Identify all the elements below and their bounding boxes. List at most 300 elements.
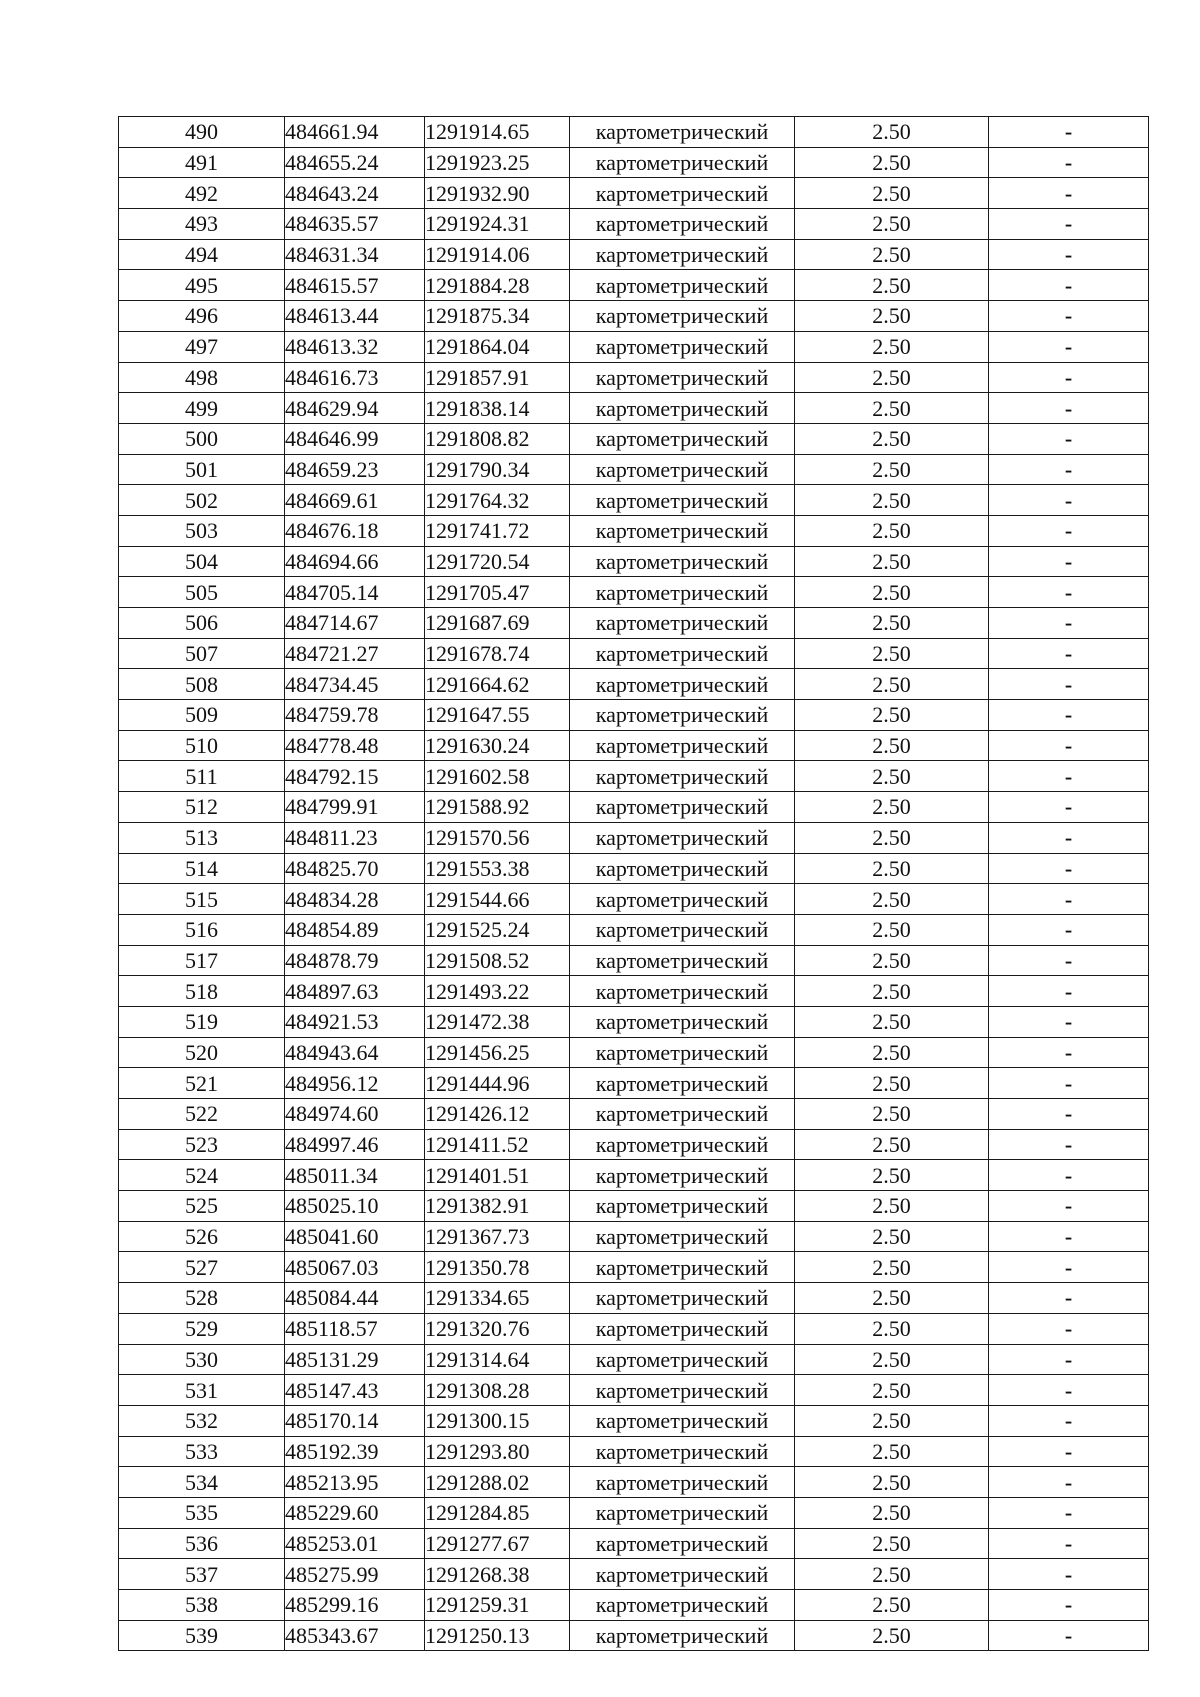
point-number-cell: 536 bbox=[119, 1528, 285, 1559]
point-number-cell: 505 bbox=[119, 577, 285, 608]
note-cell: - bbox=[989, 1252, 1149, 1283]
y-coordinate-cell: 1291350.78 bbox=[425, 1252, 570, 1283]
table-row bbox=[119, 976, 1149, 1007]
note-cell: - bbox=[989, 914, 1149, 945]
accuracy-cell: 2.50 bbox=[795, 730, 989, 761]
accuracy-cell: 2.50 bbox=[795, 454, 989, 485]
coordinates-table bbox=[118, 116, 1149, 1651]
accuracy-cell: 2.50 bbox=[795, 822, 989, 853]
method-cell: картометрический bbox=[570, 1405, 795, 1436]
x-coordinate-cell: 484694.66 bbox=[285, 546, 425, 577]
y-coordinate-cell: 1291602.58 bbox=[425, 761, 570, 792]
y-coordinate-cell: 1291664.62 bbox=[425, 669, 570, 700]
method-cell: картометрический bbox=[570, 669, 795, 700]
point-number-cell: 520 bbox=[119, 1037, 285, 1068]
x-coordinate-cell: 484778.48 bbox=[285, 730, 425, 761]
point-number-cell: 532 bbox=[119, 1405, 285, 1436]
accuracy-cell: 2.50 bbox=[795, 1283, 989, 1314]
note-cell: - bbox=[989, 1160, 1149, 1191]
note-cell: - bbox=[989, 270, 1149, 301]
method-cell: картометрический bbox=[570, 1191, 795, 1222]
y-coordinate-cell: 1291444.96 bbox=[425, 1068, 570, 1099]
method-cell: картометрический bbox=[570, 945, 795, 976]
table-row bbox=[119, 1191, 1149, 1222]
y-coordinate-cell: 1291720.54 bbox=[425, 546, 570, 577]
point-number-cell: 495 bbox=[119, 270, 285, 301]
accuracy-cell: 2.50 bbox=[795, 1160, 989, 1191]
method-cell: картометрический bbox=[570, 1620, 795, 1651]
accuracy-cell: 2.50 bbox=[795, 1037, 989, 1068]
x-coordinate-cell: 484643.24 bbox=[285, 178, 425, 209]
y-coordinate-cell: 1291314.64 bbox=[425, 1344, 570, 1375]
y-coordinate-cell: 1291544.66 bbox=[425, 884, 570, 915]
x-coordinate-cell: 485118.57 bbox=[285, 1313, 425, 1344]
method-cell: картометрический bbox=[570, 1528, 795, 1559]
x-coordinate-cell: 484792.15 bbox=[285, 761, 425, 792]
method-cell: картометрический bbox=[570, 393, 795, 424]
y-coordinate-cell: 1291411.52 bbox=[425, 1129, 570, 1160]
note-cell: - bbox=[989, 853, 1149, 884]
y-coordinate-cell: 1291277.67 bbox=[425, 1528, 570, 1559]
x-coordinate-cell: 485253.01 bbox=[285, 1528, 425, 1559]
method-cell: картометрический bbox=[570, 761, 795, 792]
x-coordinate-cell: 484721.27 bbox=[285, 638, 425, 669]
accuracy-cell: 2.50 bbox=[795, 117, 989, 148]
note-cell: - bbox=[989, 884, 1149, 915]
accuracy-cell: 2.50 bbox=[795, 1559, 989, 1590]
table-row bbox=[119, 1252, 1149, 1283]
x-coordinate-cell: 485343.67 bbox=[285, 1620, 425, 1651]
y-coordinate-cell: 1291367.73 bbox=[425, 1221, 570, 1252]
x-coordinate-cell: 484943.64 bbox=[285, 1037, 425, 1068]
method-cell: картометрический bbox=[570, 1283, 795, 1314]
accuracy-cell: 2.50 bbox=[795, 945, 989, 976]
accuracy-cell: 2.50 bbox=[795, 546, 989, 577]
point-number-cell: 498 bbox=[119, 362, 285, 393]
table-row bbox=[119, 485, 1149, 516]
y-coordinate-cell: 1291687.69 bbox=[425, 608, 570, 639]
x-coordinate-cell: 484635.57 bbox=[285, 209, 425, 240]
y-coordinate-cell: 1291426.12 bbox=[425, 1099, 570, 1130]
method-cell: картометрический bbox=[570, 1559, 795, 1590]
accuracy-cell: 2.50 bbox=[795, 1344, 989, 1375]
accuracy-cell: 2.50 bbox=[795, 331, 989, 362]
y-coordinate-cell: 1291300.15 bbox=[425, 1405, 570, 1436]
accuracy-cell: 2.50 bbox=[795, 209, 989, 240]
point-number-cell: 509 bbox=[119, 700, 285, 731]
y-coordinate-cell: 1291857.91 bbox=[425, 362, 570, 393]
method-cell: картометрический bbox=[570, 608, 795, 639]
accuracy-cell: 2.50 bbox=[795, 301, 989, 332]
table-row bbox=[119, 1375, 1149, 1406]
method-cell: картометрический bbox=[570, 1037, 795, 1068]
note-cell: - bbox=[989, 608, 1149, 639]
x-coordinate-cell: 484878.79 bbox=[285, 945, 425, 976]
note-cell: - bbox=[989, 1375, 1149, 1406]
note-cell: - bbox=[989, 147, 1149, 178]
x-coordinate-cell: 484659.23 bbox=[285, 454, 425, 485]
note-cell: - bbox=[989, 423, 1149, 454]
table-row bbox=[119, 147, 1149, 178]
y-coordinate-cell: 1291250.13 bbox=[425, 1620, 570, 1651]
method-cell: картометрический bbox=[570, 1099, 795, 1130]
accuracy-cell: 2.50 bbox=[795, 178, 989, 209]
method-cell: картометрический bbox=[570, 1006, 795, 1037]
table-row bbox=[119, 884, 1149, 915]
method-cell: картометрический bbox=[570, 117, 795, 148]
point-number-cell: 517 bbox=[119, 945, 285, 976]
y-coordinate-cell: 1291884.28 bbox=[425, 270, 570, 301]
method-cell: картометрический bbox=[570, 301, 795, 332]
note-cell: - bbox=[989, 1405, 1149, 1436]
y-coordinate-cell: 1291924.31 bbox=[425, 209, 570, 240]
table-row bbox=[119, 1283, 1149, 1314]
table-row bbox=[119, 853, 1149, 884]
accuracy-cell: 2.50 bbox=[795, 976, 989, 1007]
point-number-cell: 530 bbox=[119, 1344, 285, 1375]
method-cell: картометрический bbox=[570, 1313, 795, 1344]
table-row bbox=[119, 945, 1149, 976]
y-coordinate-cell: 1291382.91 bbox=[425, 1191, 570, 1222]
y-coordinate-cell: 1291308.28 bbox=[425, 1375, 570, 1406]
accuracy-cell: 2.50 bbox=[795, 577, 989, 608]
method-cell: картометрический bbox=[570, 362, 795, 393]
note-cell: - bbox=[989, 1528, 1149, 1559]
method-cell: картометрический bbox=[570, 792, 795, 823]
accuracy-cell: 2.50 bbox=[795, 515, 989, 546]
accuracy-cell: 2.50 bbox=[795, 1590, 989, 1621]
accuracy-cell: 2.50 bbox=[795, 1252, 989, 1283]
accuracy-cell: 2.50 bbox=[795, 761, 989, 792]
accuracy-cell: 2.50 bbox=[795, 362, 989, 393]
method-cell: картометрический bbox=[570, 884, 795, 915]
y-coordinate-cell: 1291456.25 bbox=[425, 1037, 570, 1068]
x-coordinate-cell: 485025.10 bbox=[285, 1191, 425, 1222]
table-row bbox=[119, 301, 1149, 332]
point-number-cell: 516 bbox=[119, 914, 285, 945]
table-row bbox=[119, 515, 1149, 546]
point-number-cell: 501 bbox=[119, 454, 285, 485]
method-cell: картометрический bbox=[570, 638, 795, 669]
point-number-cell: 497 bbox=[119, 331, 285, 362]
table-row bbox=[119, 178, 1149, 209]
note-cell: - bbox=[989, 454, 1149, 485]
point-number-cell: 538 bbox=[119, 1590, 285, 1621]
y-coordinate-cell: 1291472.38 bbox=[425, 1006, 570, 1037]
method-cell: картометрический bbox=[570, 454, 795, 485]
note-cell: - bbox=[989, 1559, 1149, 1590]
x-coordinate-cell: 484956.12 bbox=[285, 1068, 425, 1099]
point-number-cell: 535 bbox=[119, 1497, 285, 1528]
y-coordinate-cell: 1291334.65 bbox=[425, 1283, 570, 1314]
note-cell: - bbox=[989, 1497, 1149, 1528]
y-coordinate-cell: 1291259.31 bbox=[425, 1590, 570, 1621]
table-row bbox=[119, 117, 1149, 148]
note-cell: - bbox=[989, 239, 1149, 270]
accuracy-cell: 2.50 bbox=[795, 1528, 989, 1559]
note-cell: - bbox=[989, 178, 1149, 209]
table-row bbox=[119, 1528, 1149, 1559]
point-number-cell: 507 bbox=[119, 638, 285, 669]
point-number-cell: 500 bbox=[119, 423, 285, 454]
table-row bbox=[119, 669, 1149, 700]
y-coordinate-cell: 1291320.76 bbox=[425, 1313, 570, 1344]
table-row bbox=[119, 1344, 1149, 1375]
x-coordinate-cell: 484854.89 bbox=[285, 914, 425, 945]
note-cell: - bbox=[989, 792, 1149, 823]
note-cell: - bbox=[989, 1467, 1149, 1498]
accuracy-cell: 2.50 bbox=[795, 1405, 989, 1436]
x-coordinate-cell: 484734.45 bbox=[285, 669, 425, 700]
method-cell: картометрический bbox=[570, 1344, 795, 1375]
accuracy-cell: 2.50 bbox=[795, 608, 989, 639]
table-row bbox=[119, 1068, 1149, 1099]
point-number-cell: 515 bbox=[119, 884, 285, 915]
point-number-cell: 512 bbox=[119, 792, 285, 823]
point-number-cell: 493 bbox=[119, 209, 285, 240]
y-coordinate-cell: 1291838.14 bbox=[425, 393, 570, 424]
accuracy-cell: 2.50 bbox=[795, 914, 989, 945]
accuracy-cell: 2.50 bbox=[795, 853, 989, 884]
table-row bbox=[119, 1099, 1149, 1130]
method-cell: картометрический bbox=[570, 1160, 795, 1191]
point-number-cell: 528 bbox=[119, 1283, 285, 1314]
point-number-cell: 529 bbox=[119, 1313, 285, 1344]
y-coordinate-cell: 1291808.82 bbox=[425, 423, 570, 454]
note-cell: - bbox=[989, 1221, 1149, 1252]
accuracy-cell: 2.50 bbox=[795, 1099, 989, 1130]
y-coordinate-cell: 1291790.34 bbox=[425, 454, 570, 485]
note-cell: - bbox=[989, 1283, 1149, 1314]
accuracy-cell: 2.50 bbox=[795, 423, 989, 454]
table-row bbox=[119, 1006, 1149, 1037]
note-cell: - bbox=[989, 945, 1149, 976]
accuracy-cell: 2.50 bbox=[795, 1620, 989, 1651]
note-cell: - bbox=[989, 1620, 1149, 1651]
method-cell: картометрический bbox=[570, 331, 795, 362]
method-cell: картометрический bbox=[570, 1497, 795, 1528]
note-cell: - bbox=[989, 1344, 1149, 1375]
point-number-cell: 513 bbox=[119, 822, 285, 853]
x-coordinate-cell: 484646.99 bbox=[285, 423, 425, 454]
accuracy-cell: 2.50 bbox=[795, 485, 989, 516]
point-number-cell: 494 bbox=[119, 239, 285, 270]
accuracy-cell: 2.50 bbox=[795, 1191, 989, 1222]
accuracy-cell: 2.50 bbox=[795, 1068, 989, 1099]
x-coordinate-cell: 485084.44 bbox=[285, 1283, 425, 1314]
x-coordinate-cell: 485147.43 bbox=[285, 1375, 425, 1406]
y-coordinate-cell: 1291932.90 bbox=[425, 178, 570, 209]
table-row bbox=[119, 1497, 1149, 1528]
method-cell: картометрический bbox=[570, 423, 795, 454]
x-coordinate-cell: 484705.14 bbox=[285, 577, 425, 608]
accuracy-cell: 2.50 bbox=[795, 792, 989, 823]
x-coordinate-cell: 484661.94 bbox=[285, 117, 425, 148]
point-number-cell: 503 bbox=[119, 515, 285, 546]
table-row bbox=[119, 331, 1149, 362]
table-row bbox=[119, 1590, 1149, 1621]
point-number-cell: 506 bbox=[119, 608, 285, 639]
y-coordinate-cell: 1291570.56 bbox=[425, 822, 570, 853]
x-coordinate-cell: 484655.24 bbox=[285, 147, 425, 178]
note-cell: - bbox=[989, 1313, 1149, 1344]
x-coordinate-cell: 484974.60 bbox=[285, 1099, 425, 1130]
x-coordinate-cell: 484629.94 bbox=[285, 393, 425, 424]
accuracy-cell: 2.50 bbox=[795, 638, 989, 669]
table-row bbox=[119, 454, 1149, 485]
y-coordinate-cell: 1291875.34 bbox=[425, 301, 570, 332]
note-cell: - bbox=[989, 1006, 1149, 1037]
point-number-cell: 508 bbox=[119, 669, 285, 700]
x-coordinate-cell: 484669.61 bbox=[285, 485, 425, 516]
accuracy-cell: 2.50 bbox=[795, 1436, 989, 1467]
note-cell: - bbox=[989, 577, 1149, 608]
method-cell: картометрический bbox=[570, 853, 795, 884]
point-number-cell: 531 bbox=[119, 1375, 285, 1406]
x-coordinate-cell: 484997.46 bbox=[285, 1129, 425, 1160]
point-number-cell: 534 bbox=[119, 1467, 285, 1498]
point-number-cell: 502 bbox=[119, 485, 285, 516]
x-coordinate-cell: 484714.67 bbox=[285, 608, 425, 639]
y-coordinate-cell: 1291864.04 bbox=[425, 331, 570, 362]
point-number-cell: 526 bbox=[119, 1221, 285, 1252]
table-row bbox=[119, 1436, 1149, 1467]
x-coordinate-cell: 485170.14 bbox=[285, 1405, 425, 1436]
y-coordinate-cell: 1291493.22 bbox=[425, 976, 570, 1007]
note-cell: - bbox=[989, 117, 1149, 148]
x-coordinate-cell: 485229.60 bbox=[285, 1497, 425, 1528]
note-cell: - bbox=[989, 976, 1149, 1007]
method-cell: картометрический bbox=[570, 485, 795, 516]
point-number-cell: 539 bbox=[119, 1620, 285, 1651]
y-coordinate-cell: 1291284.85 bbox=[425, 1497, 570, 1528]
x-coordinate-cell: 484834.28 bbox=[285, 884, 425, 915]
note-cell: - bbox=[989, 1191, 1149, 1222]
method-cell: картометрический bbox=[570, 1375, 795, 1406]
note-cell: - bbox=[989, 362, 1149, 393]
table-row bbox=[119, 239, 1149, 270]
y-coordinate-cell: 1291914.06 bbox=[425, 239, 570, 270]
method-cell: картометрический bbox=[570, 1436, 795, 1467]
x-coordinate-cell: 484897.63 bbox=[285, 976, 425, 1007]
accuracy-cell: 2.50 bbox=[795, 1497, 989, 1528]
point-number-cell: 511 bbox=[119, 761, 285, 792]
table-row bbox=[119, 1037, 1149, 1068]
y-coordinate-cell: 1291647.55 bbox=[425, 700, 570, 731]
table-row bbox=[119, 608, 1149, 639]
method-cell: картометрический bbox=[570, 546, 795, 577]
table-row bbox=[119, 546, 1149, 577]
note-cell: - bbox=[989, 1037, 1149, 1068]
x-coordinate-cell: 485192.39 bbox=[285, 1436, 425, 1467]
method-cell: картометрический bbox=[570, 1068, 795, 1099]
point-number-cell: 537 bbox=[119, 1559, 285, 1590]
note-cell: - bbox=[989, 393, 1149, 424]
accuracy-cell: 2.50 bbox=[795, 1313, 989, 1344]
x-coordinate-cell: 484616.73 bbox=[285, 362, 425, 393]
point-number-cell: 521 bbox=[119, 1068, 285, 1099]
note-cell: - bbox=[989, 485, 1149, 516]
table-row bbox=[119, 761, 1149, 792]
y-coordinate-cell: 1291268.38 bbox=[425, 1559, 570, 1590]
point-number-cell: 514 bbox=[119, 853, 285, 884]
x-coordinate-cell: 485275.99 bbox=[285, 1559, 425, 1590]
y-coordinate-cell: 1291923.25 bbox=[425, 147, 570, 178]
method-cell: картометрический bbox=[570, 1252, 795, 1283]
point-number-cell: 490 bbox=[119, 117, 285, 148]
x-coordinate-cell: 484613.44 bbox=[285, 301, 425, 332]
point-number-cell: 492 bbox=[119, 178, 285, 209]
y-coordinate-cell: 1291401.51 bbox=[425, 1160, 570, 1191]
note-cell: - bbox=[989, 1590, 1149, 1621]
table-row bbox=[119, 638, 1149, 669]
table-row bbox=[119, 362, 1149, 393]
point-number-cell: 522 bbox=[119, 1099, 285, 1130]
method-cell: картометрический bbox=[570, 730, 795, 761]
point-number-cell: 518 bbox=[119, 976, 285, 1007]
accuracy-cell: 2.50 bbox=[795, 393, 989, 424]
accuracy-cell: 2.50 bbox=[795, 1375, 989, 1406]
table-row bbox=[119, 700, 1149, 731]
table-row bbox=[119, 1221, 1149, 1252]
accuracy-cell: 2.50 bbox=[795, 147, 989, 178]
point-number-cell: 527 bbox=[119, 1252, 285, 1283]
table-row bbox=[119, 270, 1149, 301]
x-coordinate-cell: 484811.23 bbox=[285, 822, 425, 853]
table-row bbox=[119, 1559, 1149, 1590]
method-cell: картометрический bbox=[570, 1467, 795, 1498]
y-coordinate-cell: 1291288.02 bbox=[425, 1467, 570, 1498]
table-row bbox=[119, 1620, 1149, 1651]
accuracy-cell: 2.50 bbox=[795, 1129, 989, 1160]
method-cell: картометрический bbox=[570, 209, 795, 240]
note-cell: - bbox=[989, 1129, 1149, 1160]
note-cell: - bbox=[989, 730, 1149, 761]
accuracy-cell: 2.50 bbox=[795, 1467, 989, 1498]
table-row bbox=[119, 423, 1149, 454]
x-coordinate-cell: 484631.34 bbox=[285, 239, 425, 270]
table-row bbox=[119, 1405, 1149, 1436]
point-number-cell: 533 bbox=[119, 1436, 285, 1467]
note-cell: - bbox=[989, 331, 1149, 362]
method-cell: картометрический bbox=[570, 1129, 795, 1160]
coordinates-table-body bbox=[119, 117, 1149, 1651]
x-coordinate-cell: 484613.32 bbox=[285, 331, 425, 362]
accuracy-cell: 2.50 bbox=[795, 1221, 989, 1252]
x-coordinate-cell: 485011.34 bbox=[285, 1160, 425, 1191]
note-cell: - bbox=[989, 1068, 1149, 1099]
accuracy-cell: 2.50 bbox=[795, 700, 989, 731]
note-cell: - bbox=[989, 209, 1149, 240]
point-number-cell: 491 bbox=[119, 147, 285, 178]
note-cell: - bbox=[989, 822, 1149, 853]
point-number-cell: 499 bbox=[119, 393, 285, 424]
point-number-cell: 525 bbox=[119, 1191, 285, 1222]
y-coordinate-cell: 1291525.24 bbox=[425, 914, 570, 945]
note-cell: - bbox=[989, 638, 1149, 669]
x-coordinate-cell: 484676.18 bbox=[285, 515, 425, 546]
method-cell: картометрический bbox=[570, 270, 795, 301]
note-cell: - bbox=[989, 700, 1149, 731]
accuracy-cell: 2.50 bbox=[795, 1006, 989, 1037]
table-row bbox=[119, 822, 1149, 853]
table-row bbox=[119, 1160, 1149, 1191]
y-coordinate-cell: 1291293.80 bbox=[425, 1436, 570, 1467]
y-coordinate-cell: 1291764.32 bbox=[425, 485, 570, 516]
point-number-cell: 524 bbox=[119, 1160, 285, 1191]
table-row bbox=[119, 209, 1149, 240]
accuracy-cell: 2.50 bbox=[795, 239, 989, 270]
